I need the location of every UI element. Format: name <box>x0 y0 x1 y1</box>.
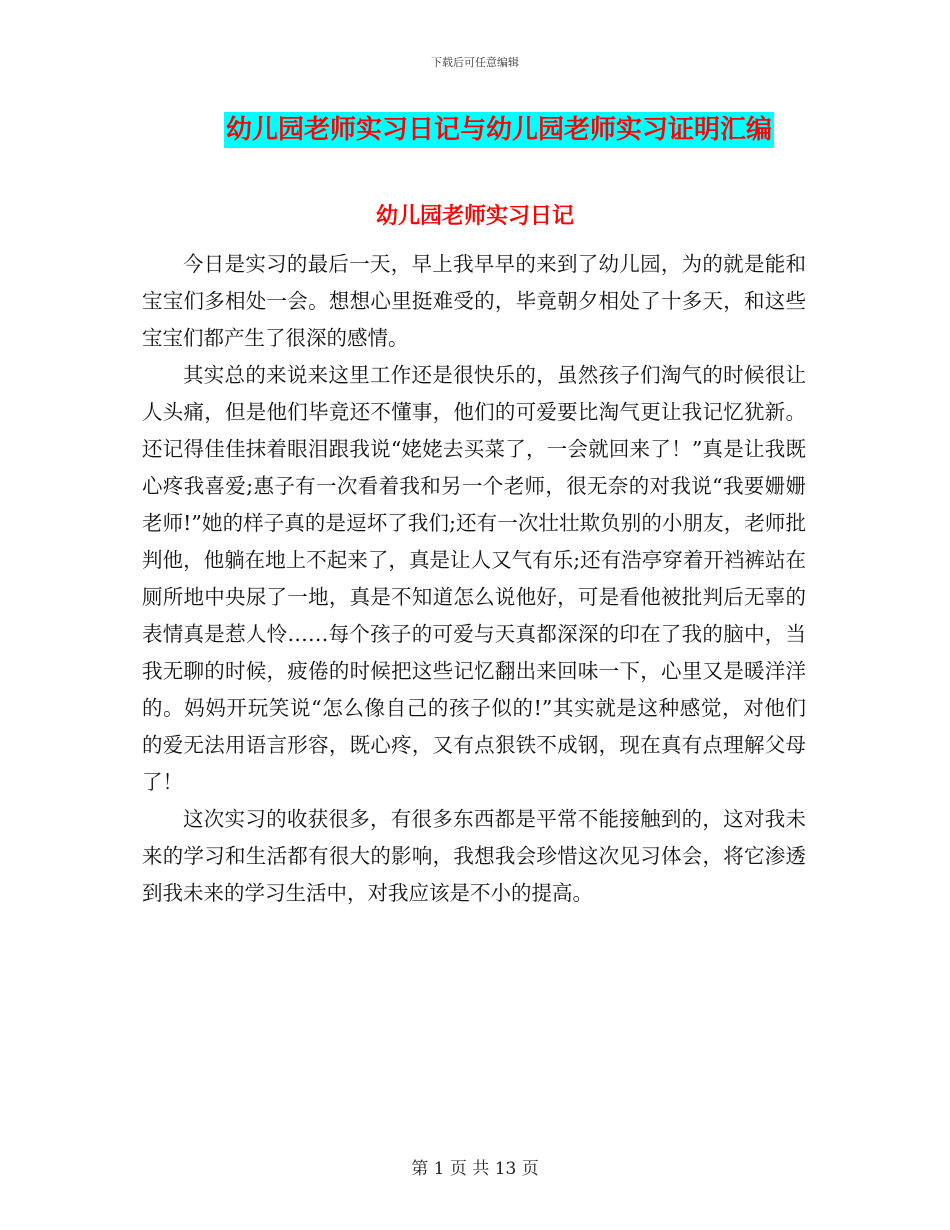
document-title: 幼儿园老师实习日记与幼儿园老师实习证明汇编 <box>224 112 774 148</box>
page-footer: 第 1 页 共 13 页 <box>411 1159 539 1179</box>
document-body <box>142 246 806 912</box>
document-title-container <box>0 112 950 148</box>
paragraph-3: 这次实习的收获很多，有很多东西都是平常不能接触到的，这对我未来的学习和生活都有很大的影响，我想我会珍惜这次见习体会，将它渗透到我未来的学习生活中，对我应该是不小的提高。 <box>142 807 806 905</box>
paragraph-1: 今日是实习的最后一天，早上我早早的来到了幼儿园，为的就是能和宝宝们多相处一会。想想心里挺难受的，毕竟朝夕相处了十多天，和这些宝宝们都产生了很深的感情。 <box>142 252 806 350</box>
header-note: 下载后可任意编辑 <box>431 56 519 69</box>
section-title: 幼儿园老师实习日记 <box>375 204 574 229</box>
paragraph-2: 其实总的来说来这里工作还是很快乐的，虽然孩子们淘气的时候很让人头痛，但是他们毕竟还不懂事，他们的可爱要比淘气更让我记忆犹新。还记得佳佳抹着眼泪跟我说“姥姥去买菜了，一会就回来了！”真是让我既心疼我喜爱;惠子有一次看着我和另一个老师，很无奈的对我说“我要姗姗老师!”她的样子真的是逗坏了我们;还有一次壮壮欺负别的小朋友，老师批判他，他躺在地上不起来了，真是让人又气有乐;还有浩亭穿着开裆裤站在厕所地中央尿了一地，真是不知道怎么说他好，可是看他被批判后无辜的表情真是惹人怜……每个孩子的可爱与天真都深深的印在了我的脑中，当我无聊的时候，疲倦的时候把这些记忆翻出来回味一下，心里又是暖洋洋的。妈妈开玩笑说“怎么像自己的孩子似的!”其实就是这种感觉，对他们的爱无法用语言形容，既心疼，又有点狠铁不成钢，现在真有点理解父母了！ <box>142 363 806 794</box>
